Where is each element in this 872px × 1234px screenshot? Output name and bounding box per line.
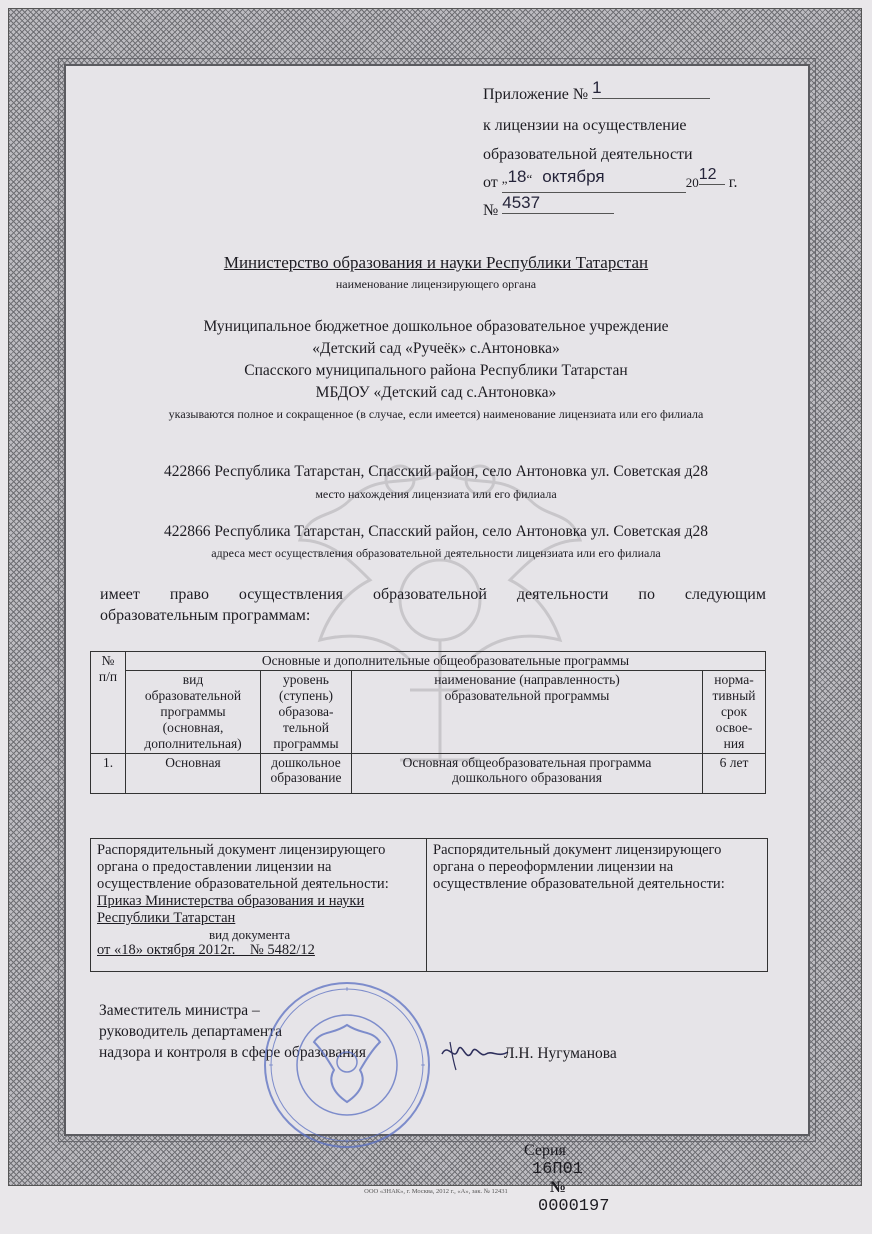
series-label: Серия — [524, 1142, 566, 1159]
appendix-line — [483, 78, 710, 105]
series-number: 0000197 — [538, 1197, 610, 1216]
row-level: дошкольное образование — [261, 753, 352, 793]
doc-right-text: Распорядительный документ лицензирующего органа о переоформлении лицензии на осуществление образовательной деятельности: — [433, 842, 725, 892]
official-seal-icon — [262, 980, 432, 1150]
authority-name: Министерство образования и науки Республики Татарстан — [223, 253, 649, 272]
programs-table — [90, 651, 766, 794]
position-line1: Заместитель министра – — [99, 1002, 260, 1019]
number-label: № — [483, 202, 499, 219]
licensee-line4: МБДОУ «Детский сад с.Антоновка» — [315, 384, 557, 401]
doc-left-column — [91, 839, 427, 971]
rights-line1 — [100, 586, 766, 604]
doc-left-order-line1: Приказ Министерства образования и науки — [97, 892, 365, 909]
activity-line: образовательной деятельности — [483, 146, 693, 163]
date-year-prefix: 20 — [685, 175, 699, 190]
date-open-quote: „ — [501, 171, 508, 186]
date-month: октября — [542, 167, 605, 186]
col-num-header: № п/п — [91, 652, 126, 754]
col-name-header: наименование (направленность) образовательной программы — [352, 670, 703, 753]
row-num: 1. — [91, 753, 126, 793]
printer-imprint: ООО «ЗНАК», г. Москва, 2012 г., «А», зак. № 12431 — [364, 1188, 508, 1195]
date-day: 18 — [507, 167, 527, 186]
rights-word: имеет — [100, 586, 140, 603]
rights-word: по — [638, 586, 655, 603]
signatory-name: Л.Н. Нугуманова — [504, 1045, 617, 1062]
licensee-caption: указываются полное и сокращенное (в случае, если имеется) наименование лицензиата или его филиала — [168, 407, 704, 421]
doc-left-date: от «18» октября 2012г. № 5482/12 — [97, 941, 315, 958]
rights-word: право — [169, 586, 209, 603]
series-line — [508, 1124, 609, 1234]
license-date-line — [483, 166, 738, 193]
rights-line2: образовательным программам: — [100, 607, 311, 624]
date-year-unit: г. — [728, 174, 738, 191]
date-close-quote: “ — [526, 171, 533, 186]
license-number-line — [483, 193, 614, 221]
row-term: 6 лет — [703, 753, 766, 793]
documents-box — [90, 838, 768, 972]
row-name: Основная общеобразовательная программа дошкольного образования — [352, 753, 703, 793]
position-line2: руководитель департамента — [99, 1023, 282, 1040]
date-field — [501, 167, 686, 193]
activity-address-caption: адреса мест осуществления образовательной деятельности лицензиата или его филиала — [211, 546, 661, 560]
license-number: 4537 — [502, 193, 614, 214]
rights-word: образовательной — [372, 586, 487, 603]
licensee-line1: Муниципальное бюджетное дошкольное образовательное учреждение — [203, 318, 669, 335]
appendix-number: 1 — [592, 78, 710, 99]
licensee-line3: Спасского муниципального района Республики Татарстан — [244, 362, 628, 379]
activity-address: 422866 Республика Татарстан, Спасский район, село Антоновка ул. Советская д28 — [164, 523, 708, 540]
series-number-label: № — [550, 1179, 567, 1196]
position-line3: надзора и контроля в сфере образования — [99, 1044, 366, 1061]
row-type: Основная — [126, 753, 261, 793]
licensee-line2: «Детский сад «Ручеёк» с.Антоновка» — [312, 340, 560, 357]
col-term-header: норма- тивный срок освое- ния — [703, 670, 766, 753]
doc-left-text: Распорядительный документ лицензирующего органа о предоставлении лицензии на осуществление образовательной деятельности: — [97, 842, 389, 892]
appendix-label: Приложение № — [483, 86, 589, 103]
date-year-suffix: 12 — [699, 166, 725, 185]
location-caption: место нахождения лицензиата или его филиала — [315, 487, 557, 501]
table-row — [91, 753, 766, 793]
authority-caption: наименование лицензирующего органа — [335, 277, 537, 291]
licensee-block — [90, 316, 782, 404]
location-address: 422866 Республика Татарстан, Спасский район, село Антоновка ул. Советская д28 — [164, 463, 708, 480]
rights-word: следующим — [684, 586, 766, 603]
group-header: Основные и дополнительные общеобразовательные программы — [126, 652, 766, 671]
col-type-header: вид образовательной программы (основная, дополнительная) — [126, 670, 261, 753]
rights-word: осуществления — [238, 586, 343, 603]
doc-left-caption: вид документа — [209, 926, 291, 942]
to-license-line: к лицензии на осуществление — [483, 117, 687, 134]
doc-left-order-line2: Республики Татарстан — [97, 909, 236, 926]
rights-word: деятельности — [516, 586, 609, 603]
date-from-label: от — [483, 174, 498, 191]
col-level-header: уровень (ступень) образова- тельной программы — [261, 670, 352, 753]
series-value: 16П01 — [532, 1160, 584, 1179]
